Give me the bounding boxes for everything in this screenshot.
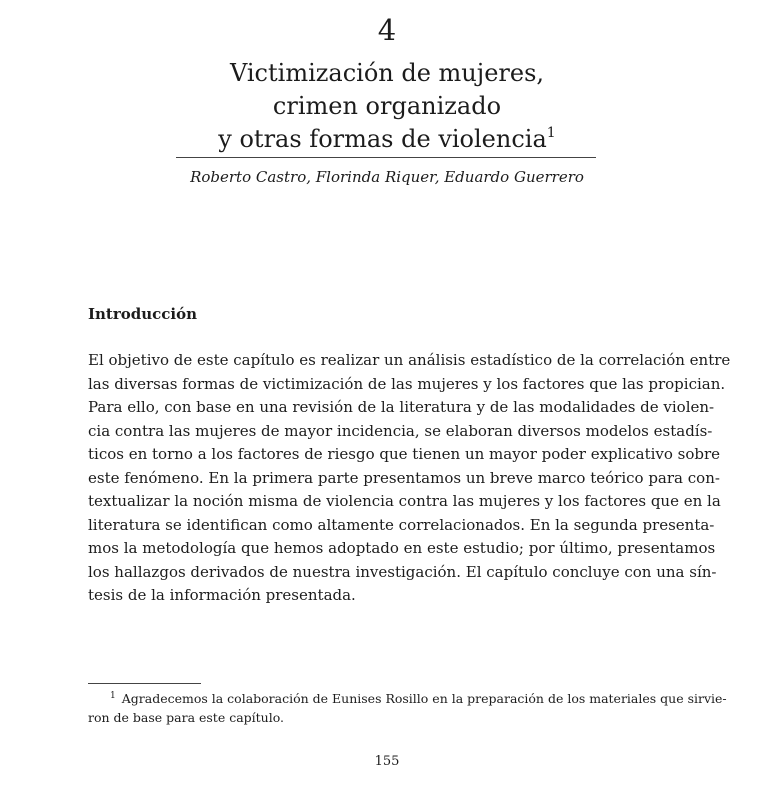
title-divider	[176, 157, 596, 158]
paragraph-line: los hallazgos derivados de nuestra investigación. El capítulo concluye con una sín-	[88, 562, 717, 581]
paragraph-line: El objetivo de este capítulo es realizar un análisis estadístico de la correlación entre	[88, 351, 731, 369]
chapter-title	[0, 57, 774, 156]
title-footnote-mark[interactable]: 1	[546, 125, 556, 141]
chapter-number: 4	[377, 13, 397, 47]
chapter-authors: Roberto Castro, Florinda Riquer, Eduardo Guerrero	[190, 168, 584, 186]
footnote-line-1	[88, 689, 727, 708]
section-heading: Introducción	[88, 305, 198, 323]
footnote-line-1-text: Agradecemos la colaboración de Eunises Rosillo en la preparación de los materiales que sirvie-	[121, 691, 727, 706]
paragraph-line: este fenómeno. En la primera parte presentamos un breve marco teórico para con-	[88, 468, 720, 487]
chapter-title-line-3-text: y otras formas de violencia	[218, 125, 547, 153]
paragraph-line: textualizar la noción misma de violencia contra las mujeres y los factores que en la	[88, 492, 721, 510]
chapter-title-line-2: crimen organizado	[272, 92, 502, 120]
paragraph-line: las diversas formas de victimización de las mujeres y los factores que las propician.	[88, 374, 726, 393]
paragraph-line: tesis de la información presentada.	[88, 586, 356, 604]
chapter-title-line-3	[0, 123, 774, 156]
paragraph-line: cia contra las mujeres de mayor incidencia, se elaboran diversos modelos estadís-	[88, 421, 713, 440]
paragraph-line: mos la metodología que hemos adoptado en este estudio; por último, presentamos	[88, 539, 716, 557]
paragraph-line: literatura se identifican como altamente correlacionados. En la segunda presenta-	[88, 515, 715, 534]
paragraph-line: ticos en torno a los factores de riesgo que tienen un mayor poder explicativo sobre	[88, 445, 721, 463]
page-number: 155	[374, 754, 400, 769]
footnote-mark: 1	[110, 691, 116, 701]
intro-paragraph	[88, 349, 731, 608]
footnote-divider	[88, 683, 201, 684]
footnote-line-2: ron de base para este capítulo.	[88, 710, 285, 725]
paragraph-line: Para ello, con base en una revisión de la literatura y de las modalidades de violen-	[88, 398, 715, 416]
chapter-title-line-1: Victimización de mujeres,	[229, 59, 545, 87]
footnote	[88, 689, 727, 727]
